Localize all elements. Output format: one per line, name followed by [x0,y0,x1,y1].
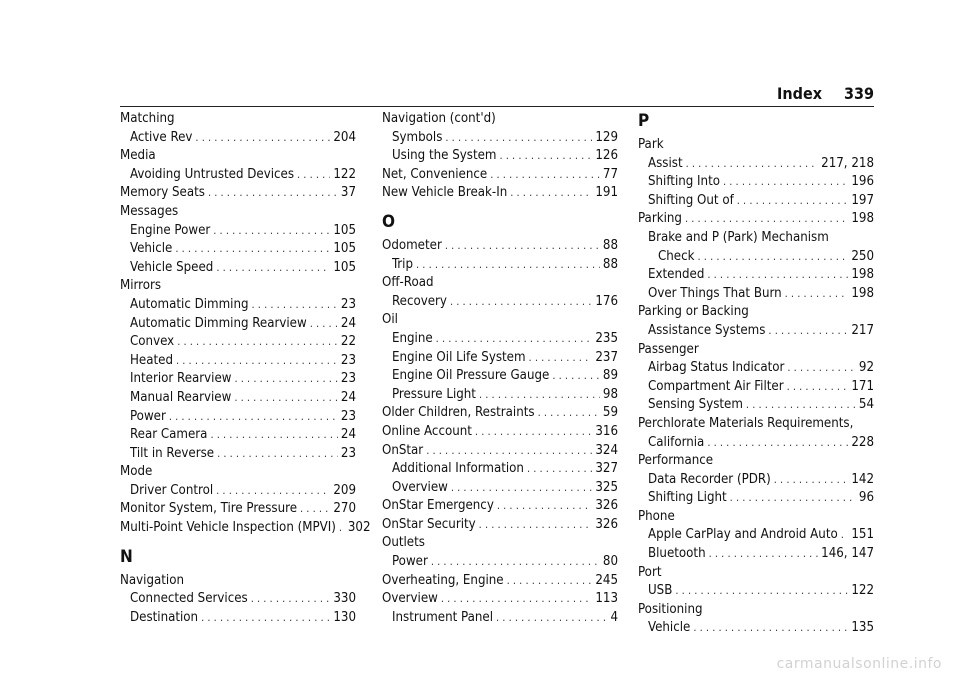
index-entry [638,285,874,304]
entry-page-number: 316 [595,423,618,439]
index-entry [120,389,356,408]
entry-label: Pressure Light [392,386,476,402]
dot-leader [169,408,338,427]
index-heading: Positioning [638,601,703,617]
index-heading: Mode [120,464,153,480]
entry-label: OnStar Emergency [382,498,494,514]
entry-label: Connected Services [130,591,248,607]
entry-page-number: 23 [340,296,356,312]
entry-page-number: 24 [340,389,356,405]
entry-label: Power [392,554,428,570]
index-entry [120,315,356,334]
dot-leader [436,330,593,349]
index-entry [382,460,618,479]
entry-page-number: 135 [851,620,874,636]
entry-label: California [648,434,705,450]
entry-label: Destination [130,609,199,625]
index-entry [638,322,874,341]
index-entry [638,155,874,174]
dot-leader [208,184,338,203]
entry-label: Engine Power [130,222,211,238]
dot-leader [723,173,848,192]
entry-page-number: 54 [858,397,874,413]
entry-label: Avoiding Untrusted Devices [130,166,295,182]
dot-leader [216,259,330,278]
dot-leader [709,545,819,564]
page-number: 339 [843,84,874,103]
index-column-1 [120,110,371,627]
dot-leader [431,553,600,572]
dot-leader [707,266,848,285]
index-heading: Oil [382,312,398,328]
entry-page-number: 250 [851,248,874,264]
page-header [0,84,874,104]
dot-leader [787,378,849,397]
entry-label: Trip [392,256,414,272]
dot-leader [707,434,848,453]
entry-page-number: 23 [340,445,356,461]
entry-label: Monitor System, Tire Pressure [120,501,298,517]
entry-page-number: 330 [333,591,356,607]
index-heading: Matching [120,111,175,126]
entry-label: Tilt in Reverse [130,445,215,461]
index-entry [120,370,356,389]
index-entry [638,471,874,490]
index-entry [638,192,874,211]
entry-label: Older Children, Restraints [382,405,535,421]
entry-page-number: 22 [340,334,356,350]
index-entry [382,129,618,148]
index-entry [638,545,874,564]
index-heading: Passenger [638,341,699,357]
entry-label: Overheating, Engine [382,572,504,588]
entry-page-number: 122 [333,166,356,182]
index-heading: Parking or Backing [638,304,749,320]
index-heading: Messages [120,203,179,219]
index-entry [638,582,874,601]
index-entry [120,408,356,427]
index-heading: Mirrors [120,278,162,294]
dot-leader [479,386,600,405]
index-entry [382,442,618,461]
dot-leader [234,370,337,389]
entry-label: Memory Seats [120,185,205,201]
entry-page-number: 204 [333,129,356,145]
index-entry [382,572,618,591]
entry-page-number: 37 [340,185,356,201]
entry-label: Parking [638,211,682,227]
dot-leader [510,184,592,203]
dot-leader [785,285,849,304]
entry-page-number: 146, 147 [821,546,874,562]
dot-leader [746,396,856,415]
index-entry [638,359,874,378]
entry-page-number: 209 [333,482,356,498]
entry-label: Sensing System [648,397,743,413]
entry-page-number: 23 [340,408,356,424]
index-entry [382,609,618,628]
entry-page-number: 217 [851,322,874,338]
entry-page-number: 198 [851,211,874,227]
entry-page-number: 191 [595,185,618,201]
index-column-2 [382,110,618,627]
index-heading: Navigation [120,572,184,588]
entry-label: Driver Control [130,482,214,498]
index-entry [120,590,356,609]
entry-label: Engine Oil Life System [392,349,526,365]
index-entry [382,404,618,423]
index-heading: Park [638,137,664,152]
entry-page-number: 105 [333,259,356,275]
index-entry [120,184,356,203]
dot-leader [737,192,849,211]
index-heading: Navigation (cont'd) [382,111,496,126]
dot-leader [195,129,330,148]
entry-page-number: 126 [595,148,618,164]
entry-page-number: 92 [858,360,874,376]
entry-page-number: 59 [602,405,618,421]
index-entry [382,367,618,386]
dot-leader [445,129,592,148]
index-entry [382,147,618,166]
index-column-3 [638,110,874,638]
entry-label: Online Account [382,423,472,439]
index-heading: Perchlorate Materials Requirements, [638,415,854,431]
index-entry [638,396,874,415]
dot-leader [426,442,592,461]
index-entry [638,526,874,545]
index-entry [120,519,371,538]
entry-page-number: 24 [340,427,356,443]
dot-leader [251,590,331,609]
dot-leader [310,315,338,334]
entry-page-number: 302 [347,520,371,536]
entry-page-number: 105 [333,222,356,238]
entry-label: Shifting Out of [648,192,734,208]
entry-page-number: 235 [595,330,618,346]
entry-page-number: 24 [340,315,356,331]
index-entry [382,386,618,405]
entry-label: Additional Information [392,461,524,477]
entry-label: Assist [648,155,683,171]
index-entry [382,349,618,368]
index-entry [638,266,874,285]
dot-leader [787,359,856,378]
dot-leader [441,590,593,609]
entry-page-number: 23 [340,371,356,387]
entry-label: Multi-Point Vehicle Inspection (MPVI) [120,520,336,536]
dot-leader [841,526,849,545]
dot-leader [217,445,338,464]
entry-label: Net, Convenience [382,166,488,182]
index-entry [120,482,356,501]
index-entry [638,173,874,192]
index-entry [638,378,874,397]
entry-label: Engine [392,330,433,346]
entry-page-number: 198 [851,267,874,283]
index-entry [120,129,356,148]
entry-page-number: 196 [851,174,874,190]
dot-leader [675,582,848,601]
entry-page-number: 270 [333,501,356,517]
dot-leader [479,516,593,535]
index-entry [382,590,618,609]
entry-label: Heated [130,352,173,368]
index-entry [120,166,356,185]
entry-label: Instrument Panel [392,609,493,625]
entry-label: Vehicle Speed [130,259,214,275]
index-entry [120,426,356,445]
dot-leader [210,426,337,445]
entry-label: Airbag Status Indicator [648,360,785,376]
index-entry [120,609,356,628]
index-entry [382,293,618,312]
index-entry [638,248,874,267]
entry-page-number: 198 [851,285,874,301]
entry-label: New Vehicle Break-In [382,185,508,201]
dot-leader [497,497,593,516]
entry-page-number: 105 [333,241,356,257]
index-entry [382,256,618,275]
dot-leader [475,423,592,442]
entry-page-number: 327 [595,461,618,477]
entry-page-number: 228 [851,434,874,450]
entry-page-number: 324 [595,442,618,458]
entry-label: Using the System [392,148,497,164]
index-entry [382,423,618,442]
section-letter: P [638,111,650,131]
dot-leader [234,389,338,408]
entry-page-number: 326 [595,498,618,514]
index-entry [120,333,356,352]
dot-leader [693,619,848,638]
dot-leader [300,500,330,519]
entry-page-number: 77 [602,166,618,182]
index-heading: Performance [638,453,714,469]
index-entry [382,553,618,572]
entry-page-number: 129 [595,129,618,145]
entry-label: Shifting Light [648,490,727,506]
entry-page-number: 80 [602,554,618,570]
dot-leader [768,322,848,341]
index-heading: Port [638,564,662,580]
entry-label: Extended [648,267,705,283]
entry-page-number: 176 [595,293,618,309]
index-entry [638,434,874,453]
dot-leader [496,609,607,628]
index-heading: Outlets [382,535,425,551]
entry-page-number: 96 [858,490,874,506]
entry-page-number: 89 [602,368,618,384]
dot-leader [339,519,345,538]
entry-label: Convex [130,334,175,350]
entry-label: Rear Camera [130,427,208,443]
entry-label: Data Recorder (PDR) [648,471,771,487]
dot-leader [252,296,338,315]
entry-page-number: 171 [851,378,874,394]
entry-label: USB [648,583,673,599]
entry-page-number: 245 [595,572,618,588]
entry-label: Power [130,408,166,424]
dot-leader [177,333,338,352]
dot-leader [450,293,592,312]
index-entry [120,445,356,464]
index-entry [382,479,618,498]
entry-label: Engine Oil Pressure Gauge [392,368,550,384]
dot-leader [527,460,592,479]
entry-page-number: 23 [340,352,356,368]
entry-page-number: 197 [851,192,874,208]
header-rule [120,106,874,107]
dot-leader [552,367,600,386]
entry-label: Check [658,248,695,264]
index-heading: Phone [638,508,675,524]
dot-leader [201,609,330,628]
index-entry [120,259,356,278]
entry-label: Assistance Systems [648,322,766,338]
entry-page-number: 325 [595,479,618,495]
entry-label: Vehicle [648,620,691,636]
index-entry [638,489,874,508]
index-entry [120,352,356,371]
entry-label: Automatic Dimming Rearview [130,315,307,331]
dot-leader [529,349,593,368]
index-entry [638,619,874,638]
entry-label: Recovery [392,293,447,309]
entry-page-number: 4 [610,609,618,625]
index-heading: Off-Road [382,275,434,291]
dot-leader [445,237,600,256]
index-title: Index [777,84,822,103]
dot-leader [686,155,819,174]
entry-label: Compartment Air Filter [648,378,784,394]
entry-page-number: 142 [851,471,874,487]
watermark-text: carmanualsonline.info [776,656,942,672]
dot-leader [216,482,330,501]
entry-page-number: 130 [333,609,356,625]
dot-leader [507,572,593,591]
dot-leader [698,248,849,267]
entry-label: Automatic Dimming [130,296,249,312]
index-entry [120,296,356,315]
index-entry [382,497,618,516]
entry-page-number: 88 [602,256,618,272]
entry-page-number: 237 [595,349,618,365]
index-entry [382,330,618,349]
section-letter: O [382,211,395,232]
index-entry [120,222,356,241]
entry-label: Manual Rearview [130,389,232,405]
dot-leader [175,240,330,259]
entry-page-number: 122 [851,583,874,599]
dot-leader [774,471,849,490]
index-heading: Media [120,148,156,164]
dot-leader [499,147,592,166]
index-entry [120,240,356,259]
entry-label: Apple CarPlay and Android Auto [648,527,838,543]
entry-page-number: 151 [851,527,874,543]
entry-label: Odometer [382,237,442,253]
entry-label: Vehicle [130,241,173,257]
entry-label: Active Rev [130,129,193,145]
index-entry [638,210,874,229]
dot-leader [213,222,330,241]
entry-page-number: 326 [595,516,618,532]
section-letter: N [120,546,133,567]
dot-leader [730,489,856,508]
index-entry [382,237,618,256]
entry-label: OnStar Security [382,516,476,532]
entry-page-number: 113 [595,591,618,607]
dot-leader [538,404,600,423]
dot-leader [451,479,593,498]
index-entry [382,184,618,203]
dot-leader [297,166,330,185]
entry-label: Overview [392,479,448,495]
entry-label: Symbols [392,129,443,145]
index-heading: Brake and P (Park) Mechanism [648,229,829,245]
entry-label: Interior Rearview [130,371,232,387]
entry-page-number: 217, 218 [821,155,874,171]
entry-label: Bluetooth [648,546,706,562]
dot-leader [490,166,600,185]
entry-label: OnStar [382,442,424,458]
dot-leader [685,210,848,229]
dot-leader [416,256,600,275]
dot-leader [176,352,338,371]
index-entry [382,516,618,535]
entry-page-number: 98 [602,386,618,402]
entry-page-number: 88 [602,237,618,253]
index-entry [382,166,618,185]
entry-label: Overview [382,591,438,607]
entry-label: Shifting Into [648,174,720,190]
entry-label: Over Things That Burn [648,285,782,301]
index-entry [120,500,356,519]
